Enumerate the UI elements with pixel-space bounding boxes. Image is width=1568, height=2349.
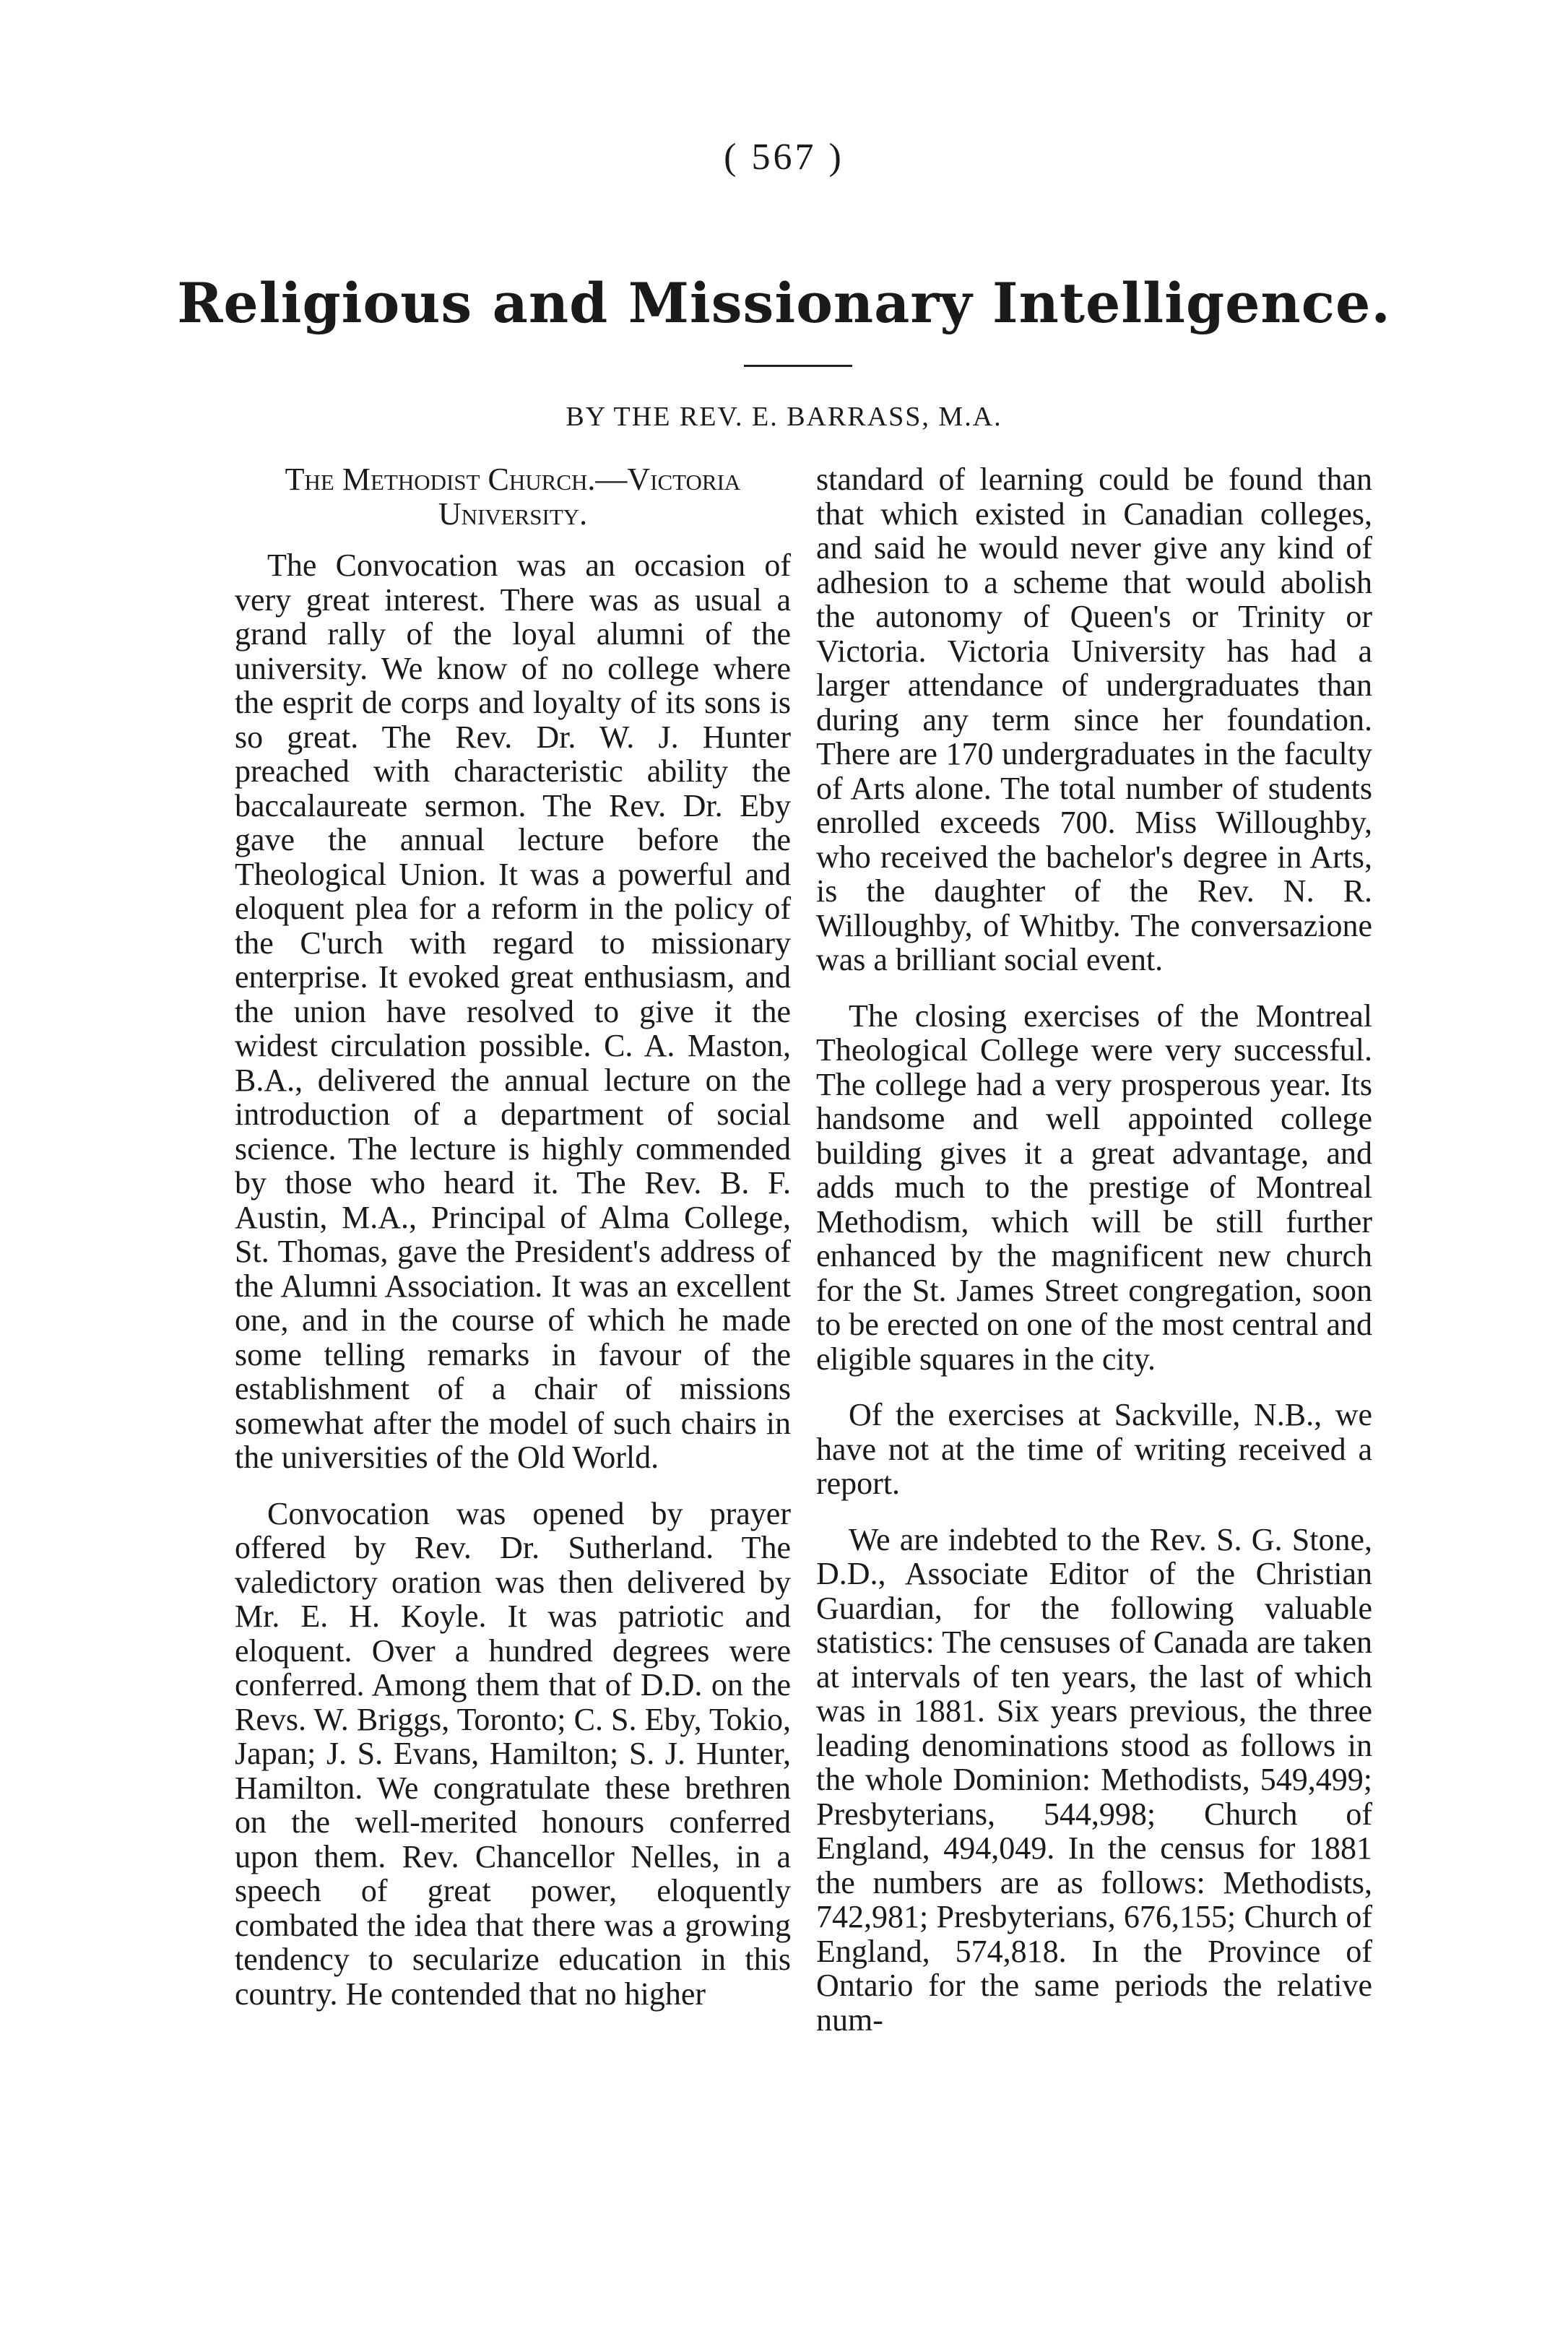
section-title: Religious and Missionary Intelligence.: [177, 271, 1391, 335]
paragraph: The Convocation was an occasion of very great interest. There was as usual a grand rally of the loyal alumni of the university. We know of no college where the esprit de corps and loyalty of its sons is so great. The Rev. Dr. W. J. Hunter preached with characteristic ability the baccalaureate sermon. The Rev. Dr. Eby gave the annual lecture before the Theological Union. It was a powerful and eloquent plea for a reform in the policy of the C'urch with regard to missionary enterprise. It evoked great enthusiasm, and the union have resolved to give it the widest circulation possible. C. A. Maston, B.A., delivered the annual lecture on the introduction of a department of social science. The lecture is highly commended by those who heard it. The Rev. B. F. Austin, M.A., Principal of Alma College, St. Thomas, gave the President's address of the Alumni Association. It was an excellent one, and in the course of which he made some telling remarks in favour of the establishment of a chair of missions somewhat after the model of such chairs in the universities of the Old World.: [235, 548, 791, 1475]
paragraph: standard of learning could be found than that which existed in Canadian colleges, and said he would never give any kind of adhesion to a scheme that would abolish the autonomy of Queen's or Trinity or Victoria. Victoria University has had a larger attendance of undergraduates than during any term since her foundation. There are 170 undergraduates in the faculty of Arts alone. The total number of students enrolled exceeds 700. Miss Willoughby, who received the bachelor's degree in Arts, is the daughter of the Rev. N. R. Willoughby, of Whitby. The conversazione was a brilliant social event.: [816, 462, 1372, 977]
right-column: [816, 462, 1372, 2059]
article-heading: The Methodist Church.—Victoria University.: [285, 462, 741, 532]
page-number: ( 567 ): [724, 137, 844, 178]
paragraph: We are indebted to the Rev. S. G. Stone, D.D., Associate Editor of the Christian Guardian, for the following valuable statistics: The censuses of Canada are taken at intervals of ten years, the last of which was in 1881. Six years previous, the three leading denominations stood as follows in the whole Dominion: Methodists, 549,499; Presbyterians, 544,998; Church of England, 494,049. In the census for 1881 the numbers are as follows: Methodists, 742,981; Presbyterians, 676,155; Church of England, 574,818. In the Province of Ontario for the same periods the relative num-: [816, 1521, 1372, 2038]
paragraph: Convocation was opened by prayer offered by Rev. Dr. Sutherland. The valedictory oration was then delivered by Mr. E. H. Koyle. It was patriotic and eloquent. Over a hundred degrees were conferred. Among them that of D.D. on the Revs. W. Briggs, Toronto; C. S. Eby, Tokio, Japan; J. S. Evans, Hamilton; S. J. Hunter, Hamilton. We congratulate these brethren on the well-merited honours conferred upon them. Rev. Chancellor Nelles, in a speech of great power, eloquently combated the idea that there was a growing tendency to secularize education in this country. He contended that no higher: [235, 1495, 791, 2012]
title-divider: [744, 365, 852, 367]
paragraph: The closing exercises of the Montreal Theological College were very successful. The college had a very prosperous year. Its handsome and well appointed college building gives it a great advantage, and adds much to the prestige of Montreal Methodism, which will be still further enhanced by the magnificent new church for the St. James Street congregation, soon to be erected on one of the most central and eligible squares in the city.: [816, 998, 1372, 1377]
author-byline: BY THE REV. E. BARRASS, M.A.: [566, 402, 1002, 432]
left-column: [235, 462, 791, 2033]
paragraph: Of the exercises at Sackville, N.B., we have not at the time of writing received a report.: [816, 1397, 1372, 1501]
